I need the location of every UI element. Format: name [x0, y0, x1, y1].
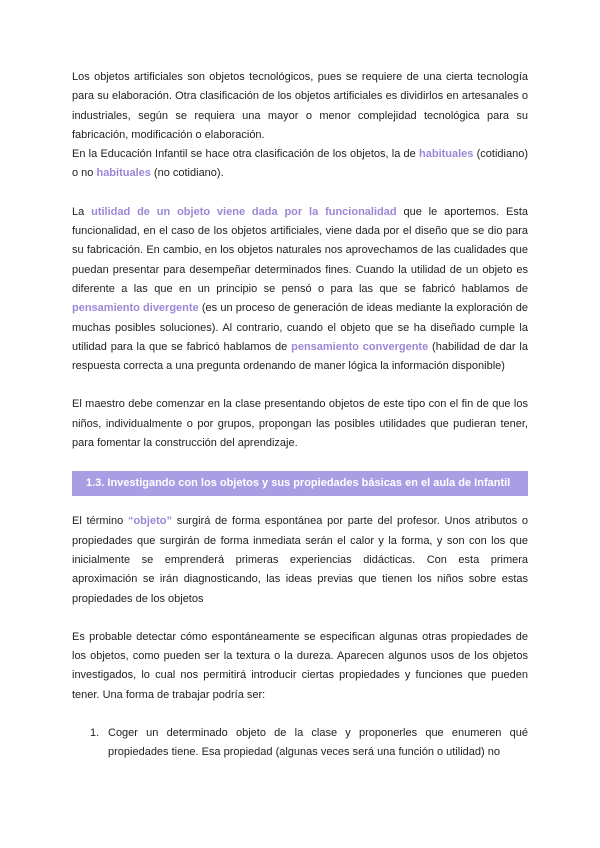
paragraph-text: (es un proceso de generación de ideas mediante la exploración de muchas posibles soluciones). Al contrario, cuando el objeto que se ha diseñado cumple la utilidad para la que se fabricó hablamos de — [72, 302, 528, 353]
paragraph-classification — [72, 145, 528, 184]
paragraph-objeto-term — [72, 512, 528, 608]
list-item-number: 1. — [90, 727, 100, 740]
section-heading: 1.3. Investigando con los objetos y sus propiedades básicas en el aula de Infantil — [72, 471, 528, 496]
paragraph-text: (habilidad de dar la respuesta correcta a una pregunta ordenando de maner lógica la información disponible) — [72, 340, 528, 373]
paragraph-artificial-objects — [72, 68, 528, 145]
paragraph-text: Los objetos artificiales son objetos tecnológicos, pues se requiere de una cierta tecnología para su elaboración. Otra clasificación de los objetos artificiales es dividirlos en artesanales o industriales, según se requiera una mayor o menor complejidad tecnológica para su fabricación, modificación o elaboración. — [72, 71, 528, 141]
paragraph-text: El término — [72, 515, 128, 528]
highlight-term: habituales — [419, 148, 474, 161]
highlight-term: utilidad de un objeto viene dada por la funcionalidad — [91, 205, 397, 218]
paragraph-text: El maestro debe comenzar en la clase presentando objetos de este tipo con el fin de que los niños, individualmente o por grupos, propongan las posibles utilidades que pudieran tener, para fomentar la construcción del aprendizaje. — [72, 398, 528, 450]
paragraph-utility — [72, 203, 528, 377]
paragraph-text: (cotidiano) o no — [72, 148, 529, 180]
paragraph-text: Es probable detectar cómo espontáneamente se especifican algunas otras propiedades de los objetos, como pueden ser la textura o la dureza. Aparecen algunos usos de los objetos investigados, lo cual nos permitirá introducir ciertas propiedades y funciones que pueden tener. Una forma de trabajar podría ser: — [72, 630, 528, 701]
spacer — [72, 705, 528, 724]
paragraph-text: La — [72, 205, 92, 218]
list-item-text: Coger un determinado objeto de la clase y proponerles que enumeren qué propiedades tiene. Esa propiedad (algunas veces será una función o utilidad) no — [108, 727, 528, 759]
paragraph-teacher — [72, 395, 528, 453]
paragraph-properties — [72, 628, 528, 705]
paragraph-text: En la Educación Infantil se hace otra clasificación de los objetos, la de — [72, 148, 420, 161]
highlight-term: pensamiento convergente — [291, 340, 429, 353]
spacer — [72, 496, 528, 512]
highlight-term: habituales — [96, 167, 151, 180]
spacer — [72, 376, 528, 395]
paragraph-text: (no cotidiano). — [150, 167, 224, 180]
highlight-term: “objeto” — [127, 515, 172, 528]
list-item — [72, 724, 528, 763]
spacer — [72, 184, 528, 203]
numbered-list — [72, 724, 528, 763]
page-content — [72, 68, 528, 763]
paragraph-text: que le aportemos. Esta funcionalidad, en el caso de los objetos artificiales, viene dada por el diseño que se dio para su fabricación. En cambio, en los objetos naturales nos aprovechamos de las cualidades que puedan presentar para desempeñar determinados fines. Cuando la utilidad de un objeto es diferente a las que en un principio se pensó o para las que se fabricó hablamos de — [72, 205, 528, 295]
paragraph-text: surgirá de forma espontánea por parte del profesor. Unos atributos o propiedades que surgirán de forma inmediata serán el calor y la forma, y son con los que inicialmente se emprenderá primeras experiencias didácticas. Con esta primera aproximación se irán diagnosticando, las ideas previas que tienen los niños sobre estas propiedades de los objetos — [72, 515, 529, 605]
highlight-term: pensamiento divergente — [72, 302, 199, 315]
spacer — [72, 453, 528, 471]
spacer — [72, 609, 528, 628]
